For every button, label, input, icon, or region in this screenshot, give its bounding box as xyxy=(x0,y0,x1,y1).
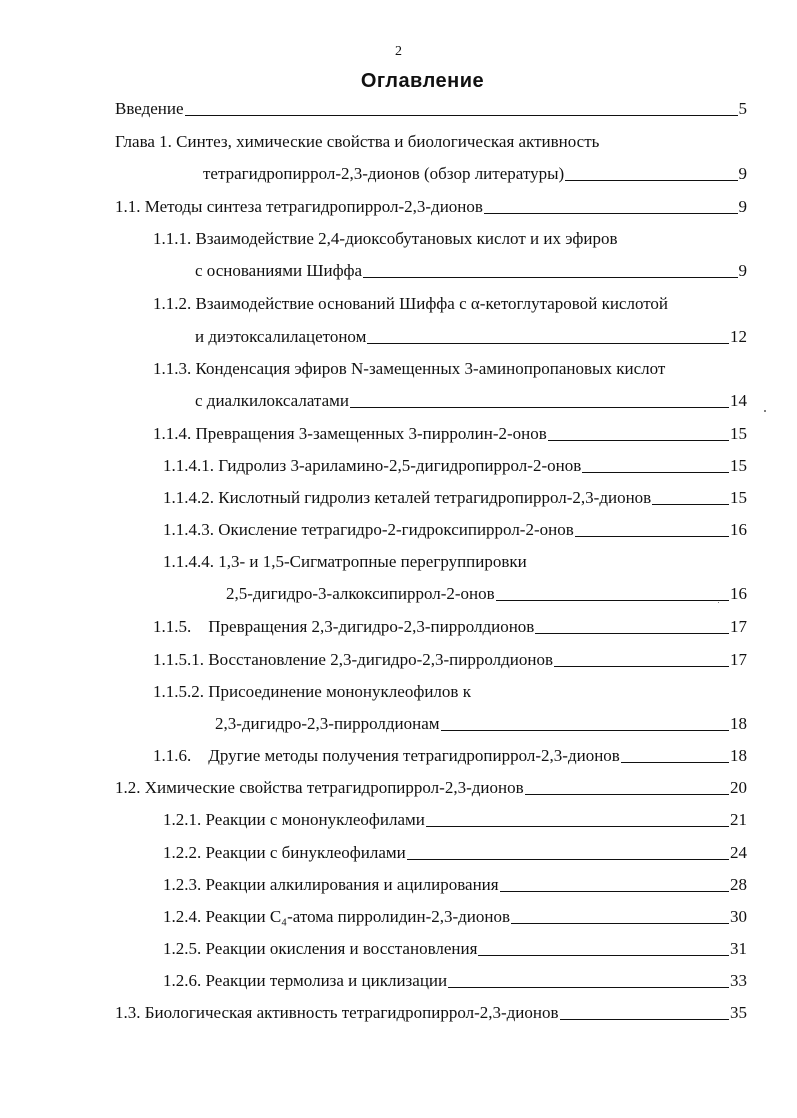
toc-entry-chapter-1-cont xyxy=(203,160,747,184)
dot-leader xyxy=(185,115,738,116)
toc-entry-text: 1.1. Методы синтеза тетрагидропиррол-2,3-дионов xyxy=(115,197,483,216)
toc-entry-text: 1.3. Биологическая активность тетрагидропиррол-2,3-дионов xyxy=(115,1003,559,1022)
toc-entry-page: 28 xyxy=(730,875,747,894)
toc-entry-text: 2,3-дигидро-2,3-пирролдионам xyxy=(215,714,440,733)
toc-entry-text: 1.1.3. Конденсация эфиров N-замещенных 3-аминопропановых кислот xyxy=(153,359,666,378)
dot-leader xyxy=(554,666,729,667)
toc-entry-page: 35 xyxy=(730,1003,747,1022)
toc-entry-text: 1.1.1. Взаимодействие 2,4-диоксобутановых кислот и их эфиров xyxy=(153,229,618,248)
toc-entry-1-1-4-3 xyxy=(163,516,747,540)
toc-entry-page: 9 xyxy=(738,197,747,216)
dot-leader xyxy=(496,600,729,601)
toc-entry-page: 18 xyxy=(730,714,747,733)
scan-speck xyxy=(718,602,719,603)
toc-entry-page: 15 xyxy=(730,424,747,443)
toc-entry-text: 1.1.4.3. Окисление тетрагидро-2-гидроксипиррол-2-онов xyxy=(163,520,574,539)
toc-entry-1-2-2 xyxy=(163,839,747,863)
toc-entry-1-1-4-2 xyxy=(163,484,747,508)
toc-entry-page: 9 xyxy=(738,164,747,183)
toc-heading: Оглавление xyxy=(360,70,485,92)
toc-entry-1-1-3 xyxy=(153,355,665,379)
toc-entry-text: Введение xyxy=(115,99,184,118)
dot-leader xyxy=(525,794,729,795)
toc-entry-text: 1.2.6. Реакции термолиза и циклизации xyxy=(163,971,448,990)
dot-leader xyxy=(548,440,729,441)
page-number: 2 xyxy=(395,44,402,59)
toc-entry-1-1-1 xyxy=(153,225,618,249)
toc-entry-text: 1.2.5. Реакции окисления и восстановления xyxy=(163,939,478,958)
toc-entry-1-1 xyxy=(115,193,747,217)
toc-entry-1-2 xyxy=(115,774,747,798)
toc-entry-page: 31 xyxy=(730,939,747,958)
dot-leader xyxy=(448,987,729,988)
dot-leader xyxy=(560,1019,729,1020)
toc-entry-page: 16 xyxy=(730,520,747,539)
dot-leader xyxy=(407,859,729,860)
toc-entry-page: 18 xyxy=(730,746,747,765)
toc-entry-page: 21 xyxy=(730,810,747,829)
toc-entry-1-1-5-1 xyxy=(153,646,747,670)
toc-entry-text: Глава 1. Синтез, химические свойства и биологическая активность xyxy=(115,132,600,151)
toc-entry-page: 20 xyxy=(730,778,747,797)
toc-entry-1-2-5 xyxy=(163,935,747,959)
dot-leader xyxy=(441,730,729,731)
toc-entry-1-1-4-4 xyxy=(163,548,527,572)
toc-entry-text: 1.1.4.4. 1,3- и 1,5-Сигматропные перегруппировки xyxy=(163,552,527,571)
toc-entry-1-1-1-cont xyxy=(195,257,747,281)
toc-entry-page: 24 xyxy=(730,843,747,862)
toc-entry-page: 15 xyxy=(730,488,747,507)
dot-leader xyxy=(426,826,729,827)
dot-leader xyxy=(350,407,729,408)
toc-entry-page: 12 xyxy=(730,327,747,346)
toc-entry-text: 1.1.5.2. Присоединение мононуклеофилов к xyxy=(153,682,471,701)
toc-entry-text: с основаниями Шиффа xyxy=(195,261,363,280)
dot-leader xyxy=(652,504,729,505)
dot-leader xyxy=(582,472,729,473)
toc-entry-1-3 xyxy=(115,999,747,1023)
toc-entry-text: 1.2.3. Реакции алкилирования и ацилирования xyxy=(163,875,499,894)
toc-entry-page: 5 xyxy=(738,99,747,118)
toc-entry-introduction xyxy=(115,95,747,119)
toc-entry-text: 2,5-дигидро-3-алкоксипиррол-2-онов xyxy=(226,584,495,603)
scan-speck xyxy=(764,410,766,412)
toc-entry-1-1-3-cont xyxy=(195,387,747,411)
dot-leader xyxy=(565,180,737,181)
toc-entry-text: 1.1.2. Взаимодействие оснований Шиффа с α-кетоглутаровой кислотой xyxy=(153,294,669,313)
toc-entry-text: 1.2.1. Реакции с мононуклеофилами xyxy=(163,810,425,829)
toc-entry-page: 16 xyxy=(730,584,747,603)
dot-leader xyxy=(535,633,729,634)
toc-entry-1-1-4-4-cont xyxy=(226,580,747,604)
dot-leader xyxy=(511,923,729,924)
dot-leader xyxy=(367,343,729,344)
toc-entry-1-1-5-2 xyxy=(153,678,471,702)
dot-leader xyxy=(484,213,738,214)
toc-entry-page: 15 xyxy=(730,456,747,475)
toc-entry-page: 9 xyxy=(738,261,747,280)
toc-entry-chapter-1 xyxy=(115,128,599,152)
toc-entry-1-1-2 xyxy=(153,290,668,314)
toc-entry-page: 14 xyxy=(730,391,747,410)
dot-leader xyxy=(478,955,729,956)
toc-entry-1-2-6 xyxy=(163,967,747,991)
dot-leader xyxy=(363,277,737,278)
toc-entry-1-1-5 xyxy=(153,613,747,637)
toc-entry-page: 30 xyxy=(730,907,747,926)
toc-entry-text: с диалкилоксалатами xyxy=(195,391,349,410)
toc-entry-page: 17 xyxy=(730,650,747,669)
toc-entry-page: 33 xyxy=(730,971,747,990)
toc-entry-page: 17 xyxy=(730,617,747,636)
toc-entry-text: 1.1.4.1. Гидролиз 3-ариламино-2,5-дигидропиррол-2-онов xyxy=(163,456,582,475)
dot-leader xyxy=(575,536,729,537)
toc-entry-1-1-5-2-cont xyxy=(215,710,747,734)
toc-entry-text: 1.1.6. Другие методы получения тетрагидропиррол-2,3-дионов xyxy=(153,746,620,765)
toc-entry-text: 1.1.4.2. Кислотный гидролиз кеталей тетрагидропиррол-2,3-дионов xyxy=(163,488,652,507)
toc-entry-1-1-6 xyxy=(153,742,747,766)
dot-leader xyxy=(500,891,729,892)
toc-entry-1-2-3 xyxy=(163,871,747,895)
dot-leader xyxy=(621,762,729,763)
toc-entry-1-1-4-1 xyxy=(163,452,747,476)
toc-entry-text: 1.2.4. Реакции C₄-атома пирролидин-2,3-дионов xyxy=(163,907,511,926)
toc-entry-text: 1.1.5.1. Восстановление 2,3-дигидро-2,3-пирролдионов xyxy=(153,650,553,669)
toc-entry-text: тетрагидропиррол-2,3-дионов (обзор литературы) xyxy=(203,164,565,183)
toc-entry-text: 1.2. Химические свойства тетрагидропиррол-2,3-дионов xyxy=(115,778,524,797)
toc-entry-text: и диэтоксалилацетоном xyxy=(195,327,367,346)
toc-entry-1-2-4 xyxy=(163,903,747,927)
toc-entry-1-1-4 xyxy=(153,420,747,444)
toc-entry-1-1-2-cont xyxy=(195,323,747,347)
toc-entry-text: 1.1.5. Превращения 2,3-дигидро-2,3-пирролдионов xyxy=(153,617,535,636)
toc-entry-text: 1.2.2. Реакции с бинуклеофилами xyxy=(163,843,406,862)
toc-entry-text: 1.1.4. Превращения 3-замещенных 3-пирролин-2-онов xyxy=(153,424,547,443)
toc-entry-1-2-1 xyxy=(163,806,747,830)
